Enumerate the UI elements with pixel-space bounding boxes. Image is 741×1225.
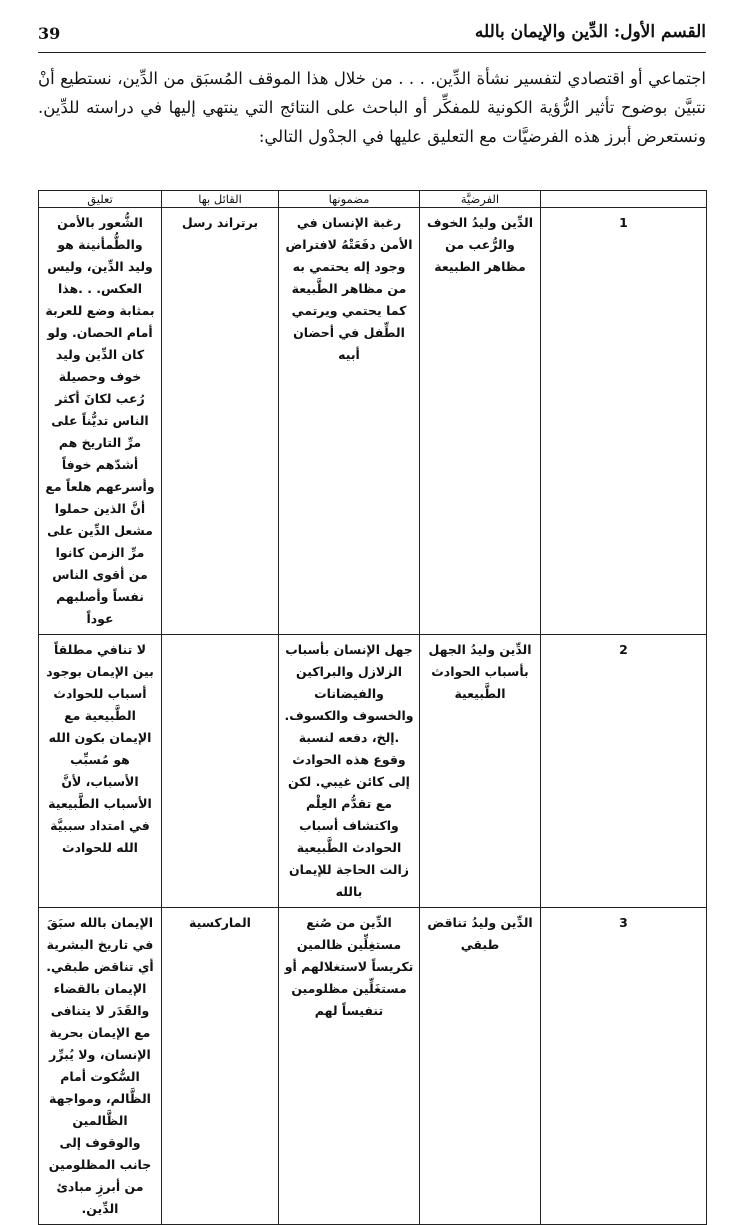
comment-cell: الشُّعور بالأمن والطُّمأنينة هو وليد الدِّين، وليس العكس. . .هذا بمثابة وضع للعربة أمام الحصان. ولو كان الدِّين وليد خوف وحصيلة رُعب لكانَ أكثر الناس تديُّناً على مرِّ التاريخ هم أشدّهم خوفاً وأسرعهم هلعاً مع أنَّ الذين حملوا مشعل الدِّين على مرِّ الزمن كانوا من أقوى الناس نفساً وأصلبهم عوداً	[39, 208, 162, 635]
header-content: مضمونها	[279, 191, 420, 208]
hypothesis-cell: الدِّين وليدُ الجهل بأسباب الحوادث الطَّبيعية	[420, 635, 541, 908]
table-row	[39, 635, 707, 908]
proponent-cell: الماركسية	[162, 908, 279, 1225]
hypotheses-table	[38, 190, 707, 1225]
comment-cell: لا تنافي مطلقاً بين الإيمان بوجود أسباب للحوادث الطَّبيعية مع الإيمان بكون الله هو مُسبِّب الأسباب، لأنَّ الأسباب الطَّبيعية في امتداد سببيَّة الله للحوادث	[39, 635, 162, 908]
row-number: 3	[541, 908, 707, 1225]
header-proponent: القائل بها	[162, 191, 279, 208]
table-row	[39, 208, 707, 635]
page-number: 39	[38, 24, 61, 43]
running-title: القسم الأول: الدِّين والإيمان بالله	[474, 22, 706, 42]
intro-paragraph: اجتماعي أو اقتصادي لتفسير نشأة الدِّين. . . . من خلال هذا الموقف المُسبَق من الدِّين، نستطيع أنْ نتبيَّن بوضوح تأثير الرُّؤية الكونية للمفكِّر أو الباحث على النتائج التي ينتهي إليها في دراسته للدِّين. ونستعرض أبرز هذه الفرضيَّات مع التعليق عليها في الجدْول التالي:	[38, 69, 706, 146]
content-cell: الدِّين من صُنع مستغِلِّين ظالمين تكريساً لاستغلالهم أو مستغَلِّين مظلومين تنفيساً لهم	[279, 908, 420, 1225]
row-number: 1	[541, 208, 707, 635]
hypothesis-cell: الدِّين وليدُ تناقض طبقي	[420, 908, 541, 1225]
row-number: 2	[541, 635, 707, 908]
proponent-cell: برتراند رسل	[162, 208, 279, 635]
header-number	[541, 191, 707, 208]
hypothesis-cell: الدِّين وليدُ الخوف والرُّعب من مظاهر الطبيعة	[420, 208, 541, 635]
content-cell: رغبة الإنسان في الأمن دفَعَتْهُ لافتراض وجود إله يحتمي به من مظاهر الطَّبيعة كما يحتمي ويرتمي الطِّفل في أحضان أبيه	[279, 208, 420, 635]
header-hypothesis: الفرضيَّة	[420, 191, 541, 208]
table-row	[39, 908, 707, 1225]
comment-cell: الإيمان بالله سبَقَ في تاريخ البشرية أي تناقض طبقي. الإيمان بالقضاء والقَدَر لا يتنافى مع الإيمان بحرية الإنسان، ولا يُبرِّر السُّكوت أمام الظَّالم، ومواجهة الظَّالمين والوقوف إلى جانب المظلومين من أبرزِ مبادئ الدِّين.	[39, 908, 162, 1225]
proponent-cell	[162, 635, 279, 908]
header-comment: تعليق	[39, 191, 162, 208]
content-cell: جهل الإنسان بأسباب الزلازل والبراكين والفيضانات والخسوف والكسوف. .إلخ، دفعه لنسبة وقوع هذه الحوادث إلى كائن غيبي. لكن مع تقدُّم العِلْم واكتشاف أسباب الحوادث الطَّبيعية زالت الحاجة للإيمان بالله	[279, 635, 420, 908]
page-header	[38, 22, 706, 53]
table-header-row	[39, 191, 707, 208]
